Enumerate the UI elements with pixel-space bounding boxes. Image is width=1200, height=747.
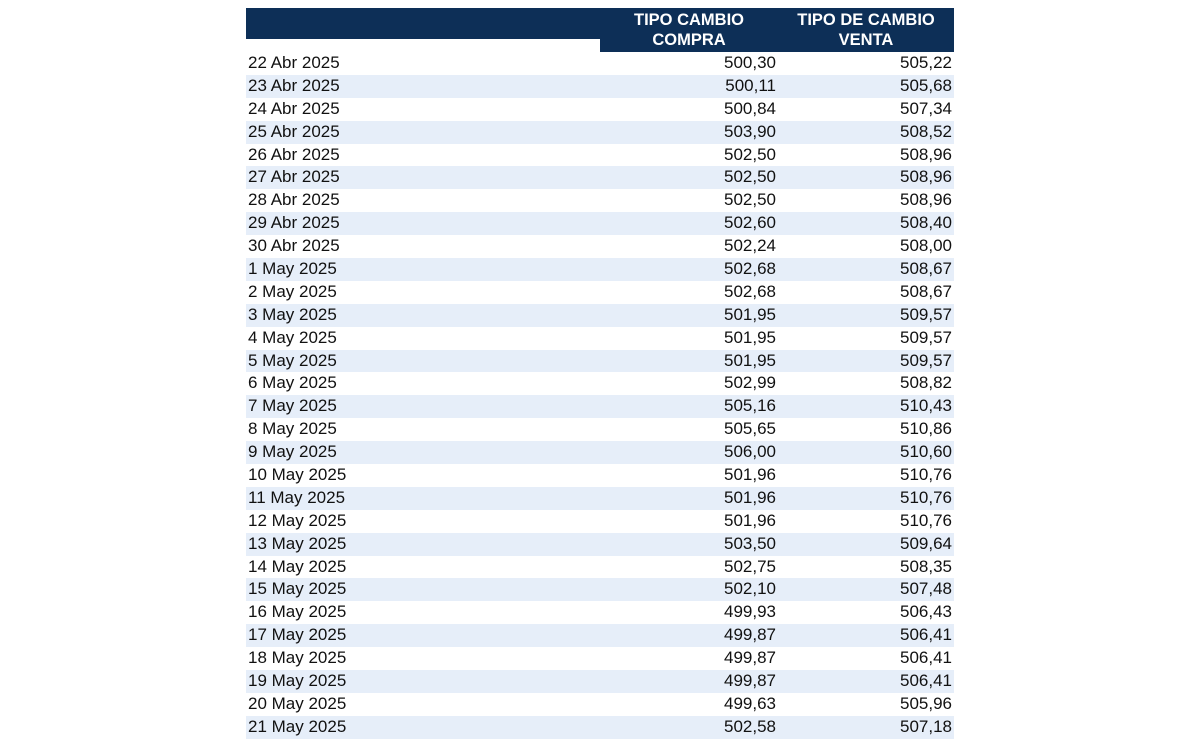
sell-rate-cell: 505,68: [900, 75, 952, 95]
buy-rate-cell: 501,95: [724, 350, 776, 370]
buy-rate-cell: 499,87: [724, 648, 776, 668]
table-row: [246, 647, 954, 670]
sell-rate-cell: 505,96: [900, 693, 952, 713]
date-cell: 24 Abr 2025: [248, 98, 340, 118]
buy-rate-cell: 499,87: [724, 625, 776, 645]
sell-rate-cell: 508,40: [900, 213, 952, 233]
date-cell: 10 May 2025: [248, 465, 347, 485]
date-cell: 9 May 2025: [248, 442, 337, 462]
buy-rate-cell: 505,65: [724, 419, 776, 439]
date-cell: 28 Abr 2025: [248, 190, 340, 210]
date-cell: 29 Abr 2025: [248, 213, 340, 233]
buy-rate-cell: 502,50: [724, 144, 776, 164]
table-row: [246, 601, 954, 624]
sell-rate-cell: 509,57: [900, 304, 952, 324]
table-row: [246, 212, 954, 235]
date-cell: 13 May 2025: [248, 533, 347, 553]
table-row: [246, 372, 954, 395]
table-row: [246, 418, 954, 441]
date-cell: 14 May 2025: [248, 556, 347, 576]
date-cell: 5 May 2025: [248, 350, 337, 370]
table-row: [246, 235, 954, 258]
sell-rate-cell: 506,41: [900, 625, 952, 645]
date-cell: 21 May 2025: [248, 716, 347, 736]
table-row: [246, 121, 954, 144]
date-cell: 15 May 2025: [248, 579, 347, 599]
table-row: [246, 487, 954, 510]
buy-rate-cell: 502,60: [724, 213, 776, 233]
buy-rate-cell: 502,10: [724, 579, 776, 599]
date-cell: 26 Abr 2025: [248, 144, 340, 164]
sell-rate-cell: 508,82: [900, 373, 952, 393]
buy-rate-cell: 502,99: [724, 373, 776, 393]
date-cell: 2 May 2025: [248, 281, 337, 301]
date-cell: 6 May 2025: [248, 373, 337, 393]
buy-rate-cell: 502,58: [724, 716, 776, 736]
sell-rate-cell: 510,60: [900, 442, 952, 462]
sell-rate-cell: 508,96: [900, 144, 952, 164]
buy-rate-cell: 499,63: [724, 693, 776, 713]
sell-rate-cell: 509,57: [900, 327, 952, 347]
sell-rate-cell: 510,76: [900, 487, 952, 507]
buy-rate-cell: 499,87: [724, 671, 776, 691]
buy-rate-cell: 503,50: [724, 533, 776, 553]
date-cell: 22 Abr 2025: [248, 53, 340, 72]
table-row: [246, 441, 954, 464]
table-row: [246, 166, 954, 189]
date-cell: 27 Abr 2025: [248, 167, 340, 187]
sell-rate-cell: 510,86: [900, 419, 952, 439]
sell-rate-cell: 510,76: [900, 465, 952, 485]
sell-rate-cell: 508,67: [900, 259, 952, 279]
header-sell-rate: [778, 8, 954, 52]
sell-rate-cell: 506,41: [900, 648, 952, 668]
sell-rate-cell: 506,41: [900, 671, 952, 691]
table-row: [246, 464, 954, 487]
table-row: [246, 281, 954, 304]
buy-rate-cell: 502,24: [724, 236, 776, 256]
table-row: [246, 693, 954, 716]
buy-rate-cell: 502,68: [724, 281, 776, 301]
table-row: [246, 144, 954, 167]
table-row: [246, 533, 954, 556]
exchange-rate-table: [246, 8, 954, 739]
sell-rate-cell: 507,18: [900, 716, 952, 736]
buy-rate-cell: 502,68: [724, 259, 776, 279]
date-cell: 11 May 2025: [248, 487, 346, 507]
table-body: [246, 52, 954, 739]
buy-rate-cell: 500,11: [725, 75, 776, 95]
buy-rate-cell: 499,93: [724, 602, 776, 622]
table-row: [246, 52, 954, 75]
table-row: [246, 304, 954, 327]
buy-rate-cell: 501,96: [724, 465, 776, 485]
sell-rate-cell: 510,43: [900, 396, 952, 416]
buy-rate-cell: 500,84: [724, 98, 776, 118]
table-row: [246, 350, 954, 373]
buy-rate-cell: 501,95: [724, 304, 776, 324]
buy-rate-cell: 501,95: [724, 327, 776, 347]
date-cell: 17 May 2025: [248, 625, 347, 645]
date-cell: 1 May 2025: [248, 259, 337, 279]
buy-rate-cell: 502,50: [724, 167, 776, 187]
buy-rate-cell: 500,30: [724, 53, 776, 72]
table-row: [246, 556, 954, 579]
date-cell: 20 May 2025: [248, 693, 347, 713]
date-cell: 30 Abr 2025: [248, 236, 340, 256]
date-cell: 16 May 2025: [248, 602, 347, 622]
table-row: [246, 670, 954, 693]
table-row: [246, 75, 954, 98]
table-row: [246, 395, 954, 418]
sell-rate-cell: 510,76: [900, 510, 952, 530]
header-buy-line2: COMPRA: [652, 31, 726, 49]
sell-rate-cell: 508,96: [900, 167, 952, 187]
table-row: [246, 510, 954, 533]
date-cell: 25 Abr 2025: [248, 121, 340, 141]
date-cell: 19 May 2025: [248, 671, 347, 691]
table-row: [246, 716, 954, 739]
date-cell: 4 May 2025: [248, 327, 337, 347]
sell-rate-cell: 508,67: [900, 281, 952, 301]
header-sell-line1: TIPO DE CAMBIO: [797, 11, 935, 29]
header-buy-line1: TIPO CAMBIO: [634, 11, 744, 29]
header-buy-rate: [600, 8, 778, 52]
table-row: [246, 98, 954, 121]
buy-rate-cell: 501,96: [724, 510, 776, 530]
sell-rate-cell: 508,52: [900, 121, 952, 141]
buy-rate-cell: 501,96: [724, 487, 776, 507]
header-sell-line2: VENTA: [838, 31, 894, 49]
buy-rate-cell: 502,75: [724, 556, 776, 576]
date-cell: 3 May 2025: [248, 304, 337, 324]
sell-rate-cell: 505,22: [900, 53, 952, 72]
sell-rate-cell: 508,00: [900, 236, 952, 256]
date-cell: 18 May 2025: [248, 648, 347, 668]
sell-rate-cell: 508,35: [900, 556, 952, 576]
buy-rate-cell: 502,50: [724, 190, 776, 210]
sell-rate-cell: 508,96: [900, 190, 952, 210]
buy-rate-cell: 503,90: [724, 121, 776, 141]
date-cell: 7 May 2025: [248, 396, 337, 416]
header-date: [246, 8, 600, 39]
buy-rate-cell: 506,00: [724, 442, 776, 462]
table-row: [246, 578, 954, 601]
sell-rate-cell: 506,43: [900, 602, 952, 622]
table-row: [246, 258, 954, 281]
date-cell: 12 May 2025: [248, 510, 347, 530]
table-header: [246, 8, 954, 52]
sell-rate-cell: 507,34: [900, 98, 952, 118]
date-cell: 23 Abr 2025: [248, 75, 340, 95]
sell-rate-cell: 509,57: [900, 350, 952, 370]
table-row: [246, 624, 954, 647]
table-row: [246, 189, 954, 212]
sell-rate-cell: 507,48: [900, 579, 952, 599]
table-row: [246, 327, 954, 350]
sell-rate-cell: 509,64: [900, 533, 952, 553]
buy-rate-cell: 505,16: [724, 396, 776, 416]
date-cell: 8 May 2025: [248, 419, 337, 439]
